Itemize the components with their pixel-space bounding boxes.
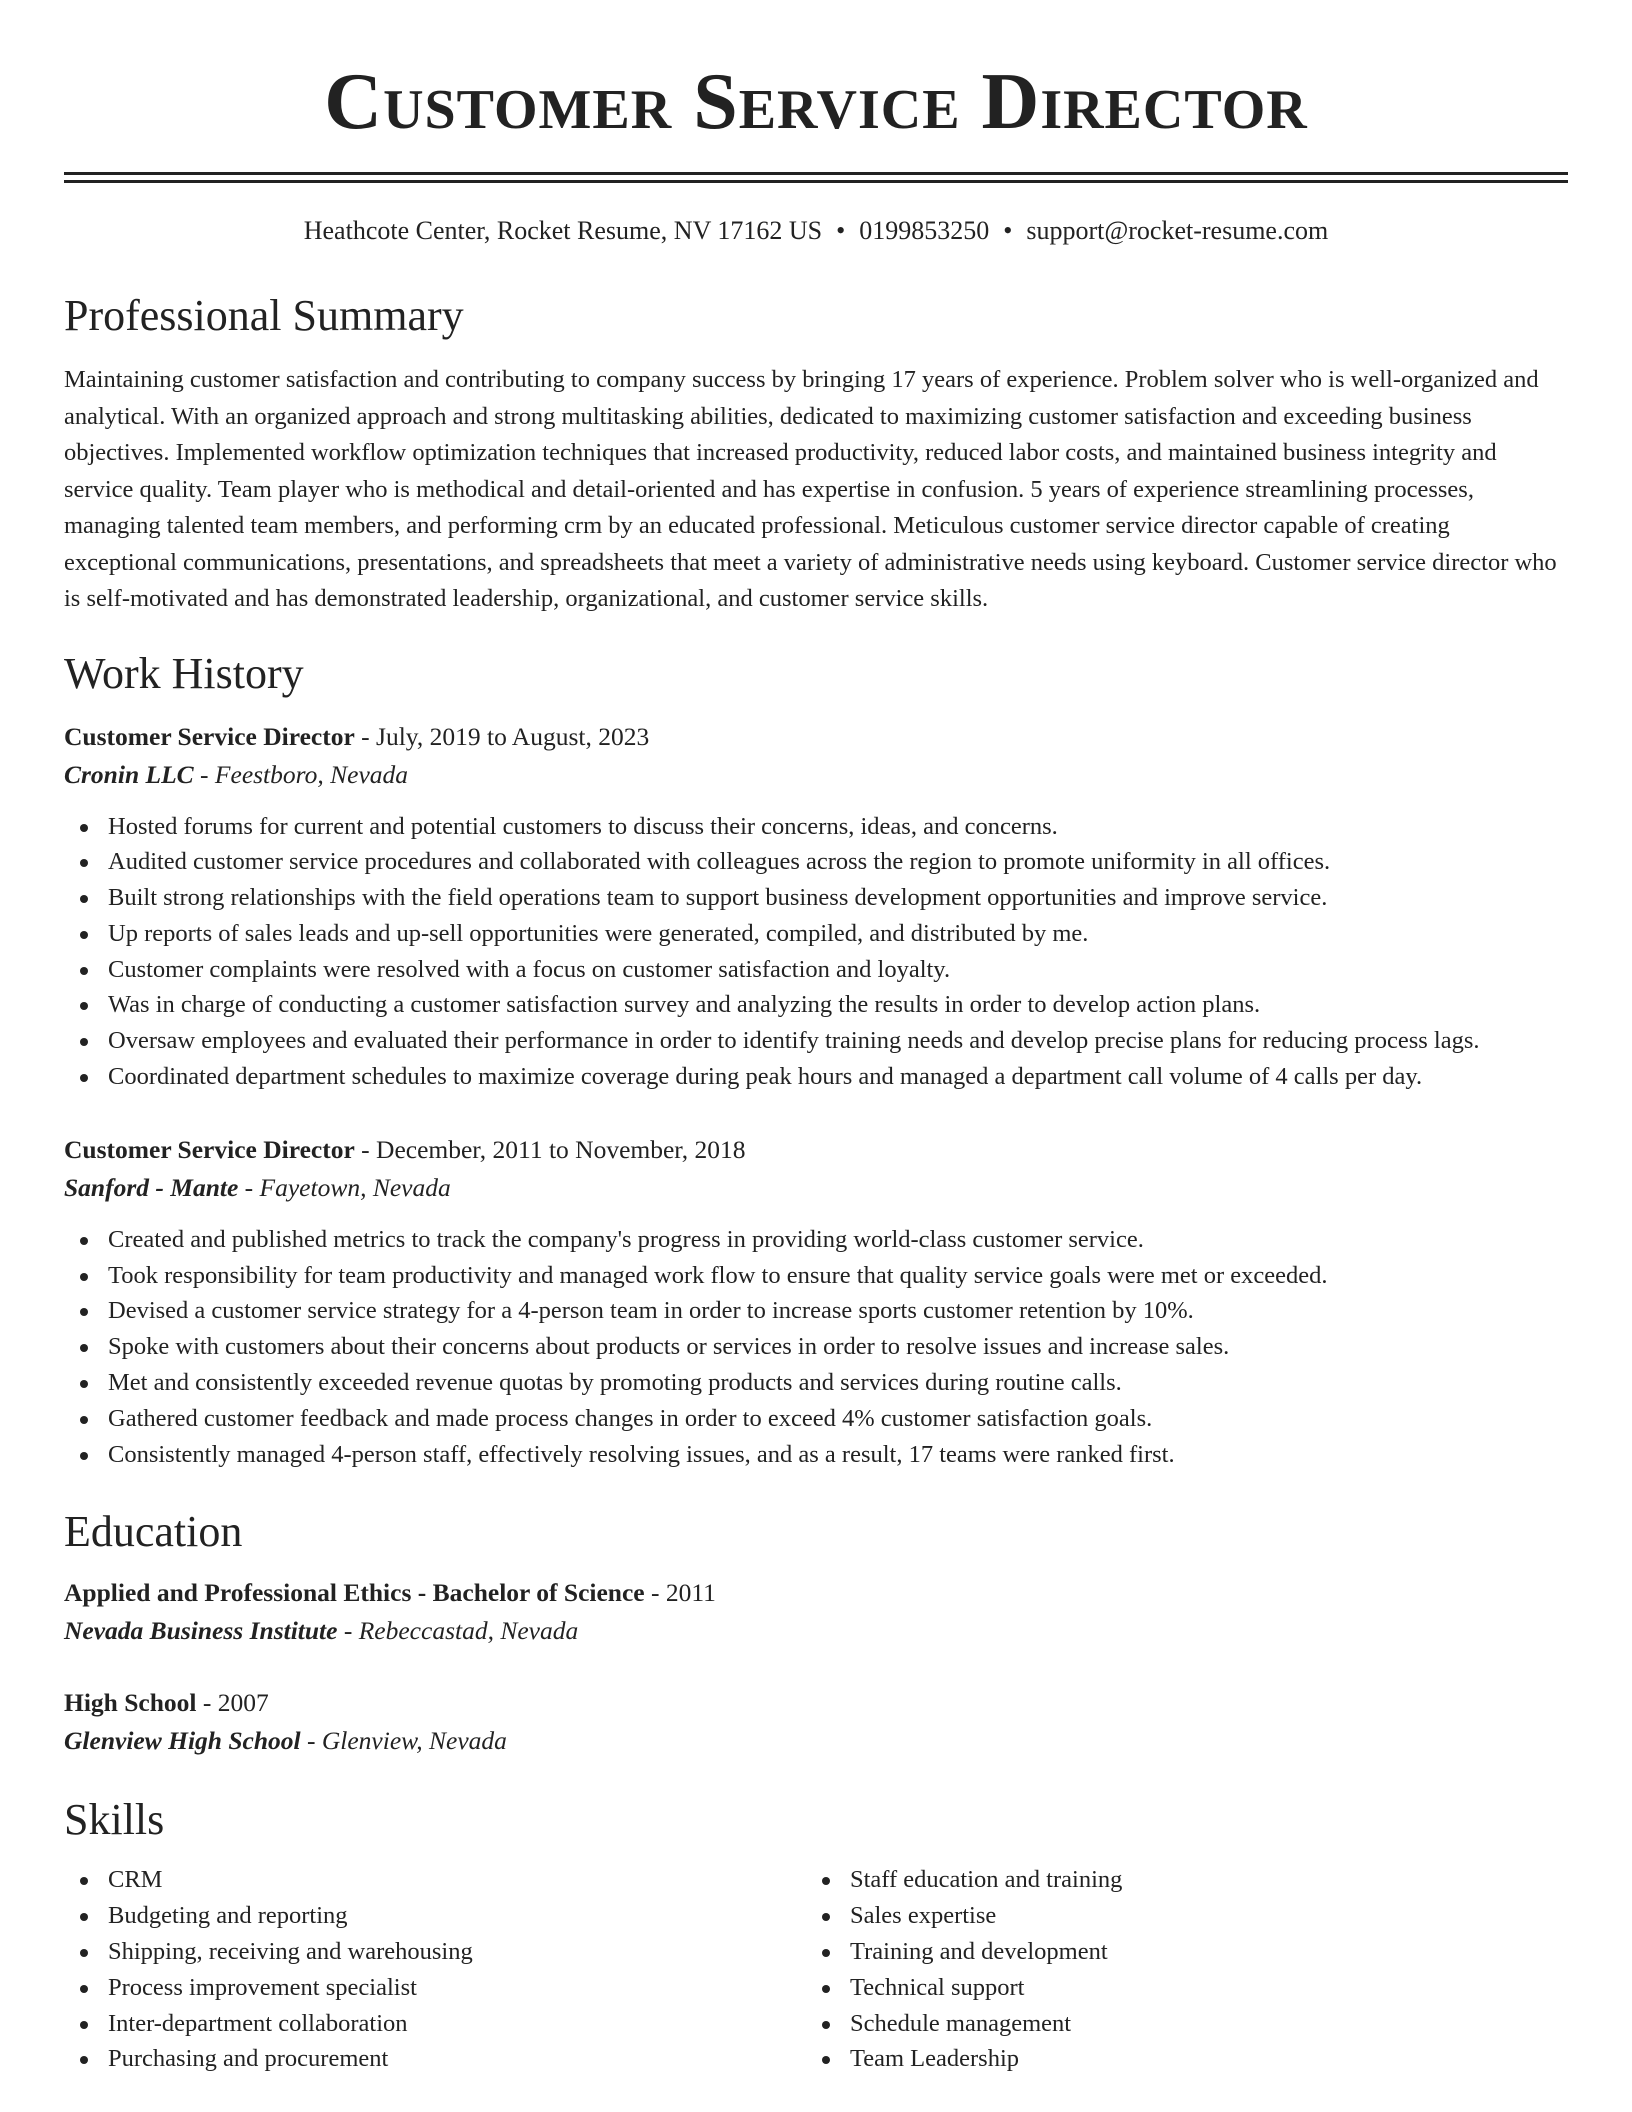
- summary-heading: Professional Summary: [64, 291, 464, 340]
- contact-separator: •: [1003, 216, 1013, 245]
- degree-year: 2011: [665, 1578, 716, 1608]
- job-bullet: Audited customer service procedures and collaborated with colleagues across the region to promote uniformity in all offices.: [64, 844, 1568, 880]
- employer-name: Cronin LLC: [64, 759, 194, 789]
- school-location: Glenview, Nevada: [321, 1726, 507, 1756]
- employer-name: Sanford - Mante: [64, 1172, 239, 1202]
- job-entry: [64, 1131, 1568, 1473]
- education-entry: [64, 1684, 1568, 1760]
- degree-name: Applied and Professional Ethics - Bachelor of Science: [64, 1578, 645, 1608]
- skill-item: Process improvement specialist: [64, 1970, 806, 2006]
- skill-item: Team Leadership: [806, 2041, 1548, 2077]
- education-entry: [64, 1574, 1568, 1650]
- contact-address: Heathcote Center, Rocket Resume, NV 17162 US: [303, 216, 823, 245]
- job-bullet: Coordinated department schedules to maximize coverage during peak hours and managed a department call volume of 4 calls per day.: [64, 1059, 1568, 1095]
- skill-item: Purchasing and procurement: [64, 2041, 806, 2077]
- job-title: Customer Service Director: [64, 721, 355, 751]
- skill-item: Shipping, receiving and warehousing: [64, 1934, 806, 1970]
- job-bullet: Oversaw employees and evaluated their performance in order to identify training needs and develop precise plans for reducing process lags.: [64, 1023, 1568, 1059]
- job-bullet: Took responsibility for team productivity and managed work flow to ensure that quality service goals were met or exceeded.: [64, 1258, 1568, 1294]
- degree-line: High School - 2007: [64, 1688, 269, 1718]
- job-bullet: Devised a customer service strategy for a 4-person team in order to increase sports customer retention by 10%.: [64, 1293, 1568, 1329]
- summary-text: Maintaining customer satisfaction and contributing to company success by bringing 17 years of experience. Problem solver who is well-organized and analytical. With an organized approach and strong multitasking abilities, dedicated to maximizing customer satisfaction and exceeding business objectives. Implemented workflow optimization techniques that increased productivity, reduced labor costs, and maintained business integrity and service quality. Team player who is methodical and detail-oriented and has expertise in confusion. 5 years of experience streamlining processes, managing talented team members, and performing crm by an educated professional. Meticulous customer service director capable of creating exceptional communications, presentations, and spreadsheets that meet a variety of administrative needs using keyboard. Customer service director who is self-motivated and has demonstrated leadership, organizational, and customer service skills.: [64, 366, 1557, 612]
- skill-item: CRM: [64, 1862, 806, 1898]
- skills-column-right: [806, 1862, 1548, 2077]
- contact-phone: 0199853250: [859, 216, 990, 245]
- employer-line: Sanford - Mante - Fayetown, Nevada: [64, 1172, 451, 1202]
- school-name: Glenview High School: [64, 1726, 301, 1756]
- job-bullet: Gathered customer feedback and made process changes in order to exceed 4% customer satisfaction goals.: [64, 1401, 1568, 1437]
- job-title: Customer Service Director: [64, 1134, 355, 1164]
- skill-item: Schedule management: [806, 2006, 1548, 2042]
- contact-email: support@rocket-resume.com: [1026, 216, 1329, 245]
- title-divider: [64, 172, 1568, 183]
- job-bullet: Met and consistently exceeded revenue quotas by promoting products and services during routine calls.: [64, 1365, 1568, 1401]
- job-dates: July, 2019 to August, 2023: [376, 721, 650, 751]
- skill-item: Inter-department collaboration: [64, 2006, 806, 2042]
- employer-line: Cronin LLC - Feestboro, Nevada: [64, 759, 409, 789]
- contact-separator: •: [836, 216, 846, 245]
- school-name: Nevada Business Institute: [64, 1616, 338, 1646]
- job-bullets: [64, 809, 1568, 1095]
- job-bullet: Customer complaints were resolved with a focus on customer satisfaction and loyalty.: [64, 952, 1568, 988]
- job-bullet: Was in charge of conducting a customer satisfaction survey and analyzing the results in order to develop action plans.: [64, 987, 1568, 1023]
- skill-item: Technical support: [806, 1970, 1548, 2006]
- job-entry: [64, 718, 1568, 1095]
- skills-grid: [64, 1862, 1568, 2077]
- school-line: Nevada Business Institute - Rebeccastad, Nevada: [64, 1616, 579, 1646]
- degree-year: 2007: [217, 1688, 269, 1718]
- contact-line: [64, 214, 1568, 248]
- employer-location: Fayetown, Nevada: [259, 1172, 451, 1202]
- resume-title: Customer Service Director: [324, 58, 1308, 146]
- skills-column-left: [64, 1862, 806, 2077]
- skill-item: Sales expertise: [806, 1898, 1548, 1934]
- skill-item: Budgeting and reporting: [64, 1898, 806, 1934]
- degree-line: Applied and Professional Ethics - Bachelor of Science - 2011: [64, 1578, 716, 1608]
- school-line: Glenview High School - Glenview, Nevada: [64, 1726, 507, 1756]
- education-heading: Education: [64, 1507, 243, 1557]
- skill-item: Training and development: [806, 1934, 1548, 1970]
- degree-name: High School: [64, 1688, 197, 1718]
- job-dates: December, 2011 to November, 2018: [376, 1134, 746, 1164]
- skill-item: Staff education and training: [806, 1862, 1548, 1898]
- employer-location: Feestboro, Nevada: [214, 759, 409, 789]
- job-title-line: Customer Service Director - December, 2011 to November, 2018: [64, 1134, 746, 1164]
- job-bullet: Hosted forums for current and potential customers to discuss their concerns, ideas, and concerns.: [64, 809, 1568, 845]
- work-history-heading: Work History: [64, 648, 304, 698]
- job-title-line: Customer Service Director - July, 2019 to August, 2023: [64, 721, 650, 751]
- skills-heading: Skills: [64, 1795, 165, 1845]
- job-bullet: Created and published metrics to track the company's progress in providing world-class customer service.: [64, 1222, 1568, 1258]
- job-bullet: Up reports of sales leads and up-sell opportunities were generated, compiled, and distributed by me.: [64, 916, 1568, 952]
- job-bullet: Built strong relationships with the field operations team to support business development opportunities and improve service.: [64, 880, 1568, 916]
- school-location: Rebeccastad, Nevada: [358, 1616, 579, 1646]
- job-bullet: Consistently managed 4-person staff, effectively resolving issues, and as a result, 17 teams were ranked first.: [64, 1437, 1568, 1473]
- job-bullets: [64, 1222, 1568, 1473]
- job-bullet: Spoke with customers about their concerns about products or services in order to resolve issues and increase sales.: [64, 1329, 1568, 1365]
